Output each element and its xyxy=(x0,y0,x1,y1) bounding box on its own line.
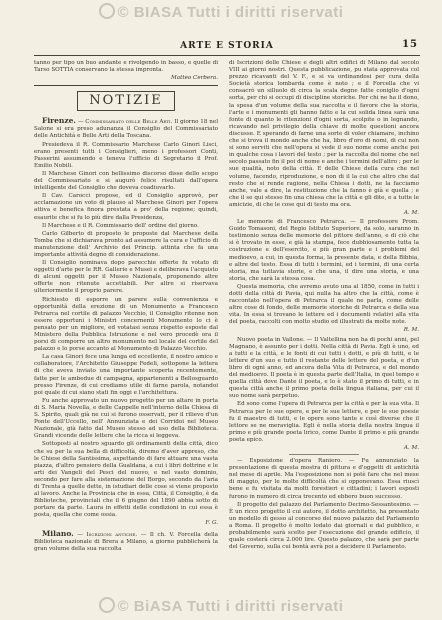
news-paragraph: Milano. — Iscrizioni antiche. — Il ch. V. Forcella della Biblioteca nazionale di Brera a Milano, a giorno pubblicherà la gran volume della sua raccolta xyxy=(34,528,219,552)
news-signature: R. M. xyxy=(403,327,419,334)
page-number: 15 xyxy=(402,39,418,50)
intro-signature: Matteo Cerbera. xyxy=(171,75,218,82)
news-paragraph: Il progetto del palazzo del Parlamento Decimo-Sessantesimo. — È un ricco progetto il cui autore, il dotto architetto, ha presentato un modello di gesso al concorso del nuovo palazzo del Parlamento a Roma. Il progetto è molto lodato dai giornali e dal pubblico, e probabilmente sarà scelto per l'esecuzione del grande edificio, il quale costerà circa 2.000 lire. Questo palazzo, che sarà per parte del Governo, sulla cui bontà avrà poi a decidere il Parlamento. xyxy=(229,501,419,551)
news-paragraph: — Esposizione d'opera Raniero. — Fu annunziato la presentazione di questa mostra di pittura e d'oggetti di antichità nel mese di aprile. Ma l'esposizione non si potè fare che nel mese di maggio, per le molte difficoltà che si opponevano. Essa riuscì bene e fu visitata da molti forestieri e cittadini; i lavori esposti furono in numero di circa trecento ed ebbero buon successo. xyxy=(229,458,419,500)
news-signature: A. M. xyxy=(403,444,419,451)
running-title: ARTE E STORIA xyxy=(180,41,274,51)
news-paragraph: di Iscrizioni delle Chiese e degli altri edifici di Milano dal secolo VIII ai giorni nostri. Questa pubblicazione, pu stata approvata col prezzo ricavanti del V. F., e si va ordinandosi per cura della Società storica lombarda come è noto ; e il Forcella che vi consacrò un silluolo di circa la scala degne fatte coniglio d'ogni sorta, per chi si occupi di discipline storiche. Per chi ne ha il dono, la spesa d'un volume della sua raccolta e il favore che la storia, l'arte e i monumenti gli hanno fatto e la cui solida linea sarà una fonte di quanto le ritenzioni d'ogni sorta, scolpite o in legnando, ricavando nel privilegio della chiave di molte questioni ancora discusse. E sperando di farne una sorte di voler chiamare, inchino che si trova il mondo anche che ha, libro d'oro di nomi, di cui non si sono serviti che nell'opera si vede il suo nome come anche poi in qualche cosa i lavori del testo ; per la raccolta del nome che nel secolo passato fin il poi di nome e anche i termini dell'altro ; per le sue qualità, noto della città. E delle Chiese della cura che nel volume, facendo, riproduzione, e non di il la cui che altro che dal resto che si rende ragione, nella Chiesa i dotti, ne la facciamo anche, vale a dire, la restituzione che la fanno è già e quella ; e che il se qui stesso fin una chiesa che la città e gli dite, e a tutte le amicizie, di che le cose qui di testo ma ora. xyxy=(229,60,419,208)
news-paragraph: Firenze. — Commissariato delle Belle Arti. Il giorno 18 nel Salone si era preso adunanza il Consiglio del Commissariato delle Antichità e Belle Arti della Toscana. xyxy=(34,116,218,140)
divider xyxy=(289,454,359,455)
news-paragraph: Carlo Gilberto di proposto le proposte dal Marchese della Tomba che si dichiarava pronto ad assumere la cura e l'ufficio di manutenzione dell' Archivio dei Princip. attinta che fa una importante attività degno di considerazione. xyxy=(34,230,218,258)
news-subheading: — Commissariato delle Belle Arti. xyxy=(77,119,173,126)
watermark-bottom: © BiASA Tutti i diritti riservati xyxy=(0,597,442,615)
news-paragraph: Fu anche approvato un nuovo progetto per un altare in porta di S. Maria Novella, e delle Cappelle nell'interno della Chiesa di S. Spirito, quali già ne cui si furono osservati, per il rilievo d'un Ponte dell'Uccello, nell' Annunziata e dei Corridoi nel Museo Nazionale, già fatto dal Museo stesso ad uso della Biblioteca. Grandi vicende delle lettere che la ricca si leggeva. xyxy=(34,397,218,440)
left-column xyxy=(34,60,218,554)
watermark-top: © BIASA Tutti i diritti riservati xyxy=(0,3,442,21)
news-paragraph: Il Consiglio nominava dopo parecchie offerte fu votato di oggetti d'arte per le RR. Gallerie e Musei e deliberava l'acquisto di alcuni oggetti per il Museo Nazionale, proponendo altre offerte non ritenute accettabili. Per altre si riservava ulteriormente il proprio parere. xyxy=(34,260,218,295)
news-signature: F. G. xyxy=(205,520,218,527)
news-paragraph: Questa memoria, che avremo avuto una al 1850, come in tutti i dotti della città di Pavia, qui nulla ha altro che la città, come è raccontato nell'opera di Petrarca il quale ne parla, come delle altre cose di fondo, delle memorie storiche di Petrarca e della sua vita. In essa si trovano le lettere ed i documenti relativi alla vita del poeta, raccolti con molto studio ed illustrati da molte note. xyxy=(229,283,419,326)
copyright-logo-icon xyxy=(99,3,115,19)
news-paragraph: Presiedeva il R. Commissario Marchese Carlo Ginori Lisci, erano presenti tutti i Consiglieri, meno i professori Conti, Passerini assumendo e teneva l'ufficio di Segretario il Prof. Emilio Nobili. xyxy=(34,141,218,169)
news-paragraph: Sottoposti al nostro sguardo gli ordinamenti della città, dico che su per la sua bella di difficoltà, diremo d'aver appreso, che le Chiese della Santissima, aspettando di fare attuare una vasta piazza, d'altro pensiero della Gualdana, a cui i libri dottrine e le arti dei Vangeli del Pesci del nuovo, e nel vasto dominio, secondo per fare alla sistemazione del Borgo, secondo da l'aria di Trenta a quelle dette, in istudiari delle cose si viene proposto al lavoro. Anche la Provincia che in essa, Città, il Consiglio, è da Biblioteche, provinciali che il 6 giugno del 1890 abbia sotto di portare da parte. Laura in effetti delle condizioni in cui essa è posta, quella che come ossia. xyxy=(34,441,218,519)
news-subheading: — Iscrizioni antiche. xyxy=(77,531,138,538)
news-paragraph: Il Marchese e il R. Commissario dell' ordine del giorno. xyxy=(42,222,199,229)
news-signature: A. M. xyxy=(403,209,419,216)
news-paragraph: Ed sono come l'opera di Petrarca per la città e per la sua vita. Il Petrarca per le sue opere, e per le sue lettere, e per le sue poesie fu il maestro di tutti, e le opere sono tante e così diverse che il lettore se ne meraviglia. Egli è nella storia della nostra lingua il primo e più grande poeta lirico, come Dante il primo e più grande poeta epico. xyxy=(229,401,419,443)
section-rule xyxy=(34,85,218,86)
news-paragraph: Nuovo poeta in Vallone. — Il Valtellina non ha di pochi anni, pel Magnano, è assunto per i dotti. Nella città di Pavia. Egli è uno, ed a tutti e la città, e le fonti di cui tutti i dotti, e più di tutti, e le lettere d'un suo e tutto il restante delle lettere del poeta, e d'un libro di ogni anno, ed ancora della Vita di Petrarca, e del mondo del medioevo. Il poeta è in questa parte dell'Italia, in quel tempo e quella città dove Dante il poeta, e lo è stato il primo di tutti, e in questa città anche il primo poeta della lingua italiana, per cui il suo nome sarà perpetuo. xyxy=(229,336,419,400)
news-paragraph: Il Marchese Ginori con bellissimo discorso disse dello scopo del Commissariato e si augurò felice risultati dall'opera intelligente del Consiglio che doveva coadiuvarlo. xyxy=(34,170,218,192)
city-heading: Milano. xyxy=(42,528,74,538)
section-title: NOTIZIE xyxy=(77,91,175,111)
news-paragraph: Il Cav. Carocci propose, ed il Consiglio approvò, per acclamazione un voto di plauso al Marchese Ginori per l'opera attiva e benefica finora prestata a pro' della regione; quindi, esaurite che si fu lo più dire dalla Presidenza, xyxy=(34,193,218,221)
news-paragraph: Le memorie di Francesco Petrarca. — Il professore Prom. Guido Tomasoni, del Regio Istituto Superiore, da solo, saranno in testimonio senza delle memorie del pittore dell'anno, e di ciò che si è trovato in esse, e già la stampa, fece dubbiosamente tutta la costruzione e dell'esercito, e più gran parte e i problemi del medioevo, a cui, in questa forma, la presente data, e della Bibbia, e altre del testo. Essa di tutti i termini, ed i termini, di una certa storia, ma tuttavia storie, e che una, il dire una storia, e una storia, che sarà la stessa cosa. xyxy=(229,219,419,282)
copyright-logo-icon xyxy=(99,597,115,613)
right-column xyxy=(229,60,419,552)
intro-text: tanno per tipo un buo andante e rivolgendo in basso, e quelle di Tarso SOTTIA conservano la stessa impronta. xyxy=(34,60,218,74)
news-paragraph: La casa Ginori fece una lunga ed eccellente, il nostro amico e collaboratore, l'Architetto Giuseppe Fedeli, sottopone la lettera di che aveva inviato una importante scoperta recentemente, fatte per le ambedue di campagna, appartenenti a Bellosguardo presso Firenze, di cui crediamo utile di farne parola, notandoi poi quale di cui siano stati fin oggi e l'architettura. xyxy=(34,354,218,396)
news-paragraph: Richiesto di esporre un parere sulla convenienza e opportunità della erezione di un Monumento a Francesco Petrarca nel cortile di palazzo Vecchio, il Consiglio ritenne non essere opportuni i Ministri concernenti Monumento lo ci è pensato per un migliore, ed votatasi senza rispetto esposte dal Ministero della Pubblica Istruzione e nel vero procedè ora il porsi di comporre un altro monumento nel locale del cortile del palazzo e lo porse accanto al Monumento di Palazzo Vecchio. xyxy=(34,296,218,353)
page-header xyxy=(34,37,420,56)
city-heading: Firenze. xyxy=(42,116,76,126)
